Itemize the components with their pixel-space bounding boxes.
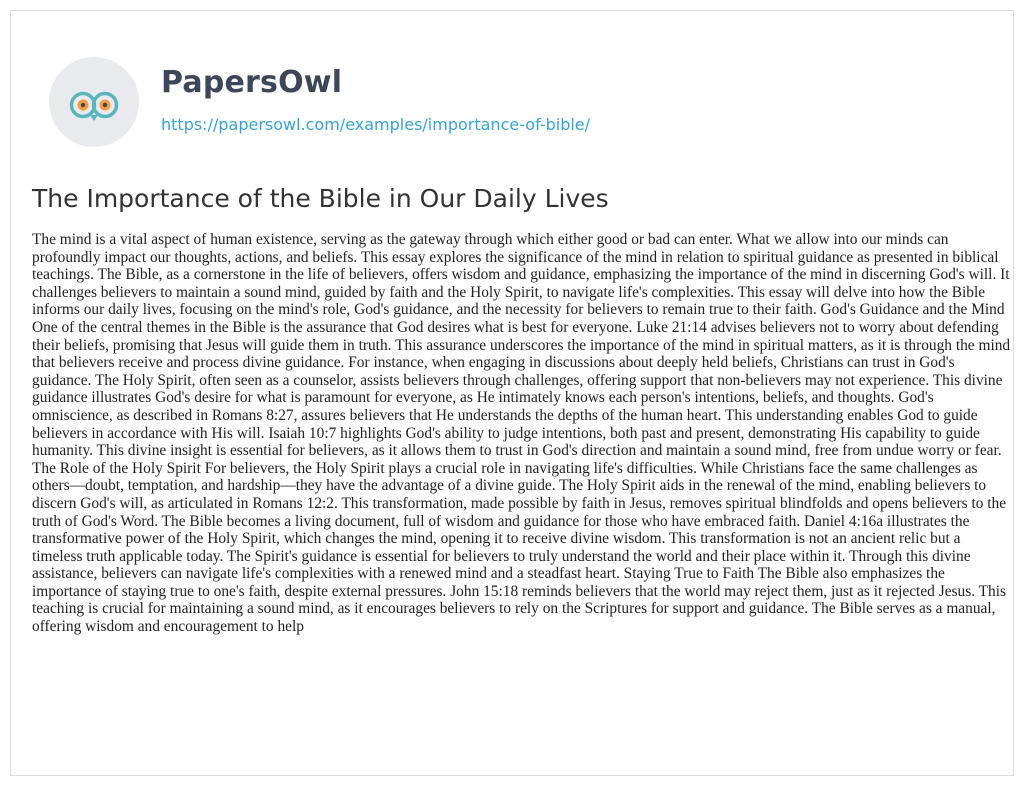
- essay-page: [10, 10, 1014, 776]
- owl-eyes-icon: [49, 57, 139, 147]
- essay-body: The mind is a vital aspect of human existence, serving as the gateway through which either good or bad can enter. What we allow into our minds can profoundly impact our thoughts, actions, and beliefs. This essay explores the significance of the mind in relation to spiritual guidance as presented in biblical teachings. The Bible, as a cornerstone in the life of believers, offers wisdom and guidance, emphasizing the importance of the mind in discerning God's will. It challenges believers to maintain a sound mind, guided by faith and the Holy Spirit, to navigate life's complexities. This essay will delve into how the Bible informs our daily lives, focusing on the mind's role, God's guidance, and the necessity for believers to remain true to their faith. God's Guidance and the Mind One of the central themes in the Bible is the assurance that God desires what is best for everyone. Luke 21:14 advises believers not to worry about defending their beliefs, promising that Jesus will guide them in truth. This assurance underscores the importance of the mind in spiritual matters, as it is through the mind that believers receive and process divine guidance. For instance, when engaging in discussions about deeply held beliefs, Christians can trust in God's guidance. The Holy Spirit, often seen as a counselor, assists believers through challenges, offering support that non-believers may not experience. This divine guidance illustrates God's desire for what is paramount for everyone, as He intimately knows each person's intentions, beliefs, and thoughts. God's omniscience, as described in Romans 8:27, assures believers that He understands the depths of the human heart. This understanding enables God to guide believers in accordance with His will. Isaiah 10:7 highlights God's ability to judge intentions, both past and present, demonstrating His capability to guide humanity. This divine insight is essential for believers, as it allows them to trust in God's direction and maintain a sound mind, free from undue worry or fear. The Role of the Holy Spirit For believers, the Holy Spirit plays a crucial role in navigating life's difficulties. While Christians face the same challenges as others—doubt, temptation, and hardship—they have the advantage of a divine guide. The Holy Spirit aids in the renewal of the mind, enabling believers to discern God's will, as articulated in Romans 12:2. This transformation, made possible by faith in Jesus, removes spiritual blindfolds and opens believers to the truth of God's Word. The Bible becomes a living document, full of wisdom and guidance for those who have embraced faith. Daniel 4:16a illustrates the transformative power of the Holy Spirit, which changes the mind, opening it to receive divine wisdom. This transformation is not an ancient relic but a timeless truth applicable today. The Spirit's guidance is essential for believers to truly understand the world and their place within it. Through this divine assistance, believers can navigate life's complexities with a renewed mind and a steadfast heart. Staying True to Faith The Bible also emphasizes the importance of staying true to one's faith, despite external pressures. John 15:18 reminds believers that the world may reject them, just as it rejected Jesus. This teaching is crucial for maintaining a sound mind, as it encourages believers to rely on the Scriptures for support and guidance. The Bible serves as a manual, offering wisdom and encouragement to help: [32, 231, 1011, 636]
- papersowl-logo[interactable]: [49, 57, 139, 147]
- essay-title: The Importance of the Bible in Our Daily Lives: [32, 184, 609, 213]
- brand-name[interactable]: PapersOwl: [161, 65, 343, 100]
- site-header: [49, 57, 590, 147]
- brand-block: [161, 65, 590, 135]
- source-url-link[interactable]: https://papersowl.com/examples/importance-of-bible/: [161, 115, 591, 134]
